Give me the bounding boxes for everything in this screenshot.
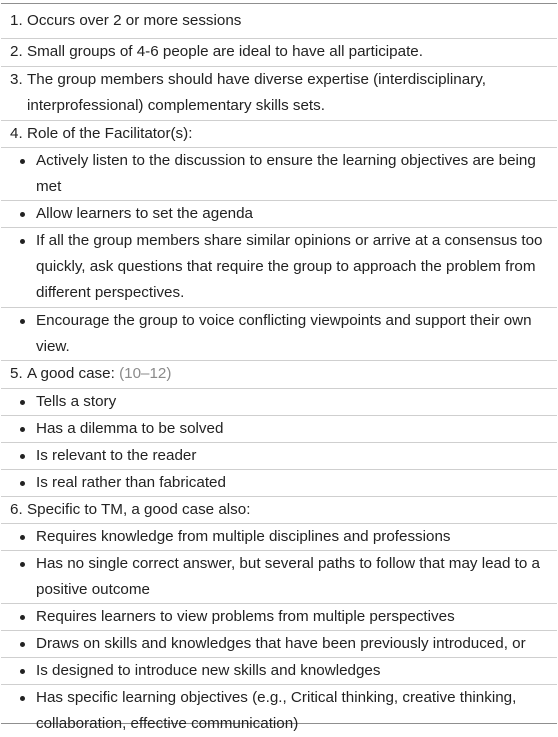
- bullet-icon: [20, 454, 25, 459]
- bullet-icon: [20, 535, 25, 540]
- item-text: A good case:: [27, 365, 115, 382]
- bullet-text: Is designed to introduce new skills and knowledges: [36, 662, 381, 679]
- bullet-text: Allow learners to set the agenda: [36, 205, 253, 222]
- bullet-text: Has no single correct answer, but several paths to follow that may lead to a positive outcome: [36, 555, 540, 598]
- table-row: [1, 121, 557, 148]
- bullet-icon: [20, 319, 25, 324]
- bullet-icon: [20, 481, 25, 486]
- bullet-row: [1, 389, 557, 416]
- bullet-row: [1, 604, 557, 631]
- bullet-icon: [20, 562, 25, 567]
- bullet-icon: [20, 400, 25, 405]
- bullet-row: [1, 524, 557, 551]
- item-number: 4.: [10, 125, 23, 142]
- table-row: [1, 361, 557, 389]
- table-row: [1, 8, 557, 39]
- bullet-icon: [20, 239, 25, 244]
- bullet-icon: [20, 669, 25, 674]
- bullet-row: [1, 631, 557, 658]
- table-row: [1, 67, 557, 121]
- bullet-text: Tells a story: [36, 393, 117, 410]
- bullet-icon: [20, 159, 25, 164]
- item-number: 5.: [10, 365, 23, 382]
- bullet-text: Has a dilemma to be solved: [36, 420, 224, 437]
- bullet-row: [1, 201, 557, 228]
- bullet-icon: [20, 615, 25, 620]
- bullet-row: [1, 658, 557, 685]
- bullet-row: [1, 443, 557, 470]
- item-number: 1.: [10, 12, 23, 29]
- bullet-text: Actively listen to the discussion to ensure the learning objectives are being met: [36, 152, 536, 195]
- item-text: Small groups of 4-6 people are ideal to have all participate.: [27, 43, 423, 60]
- table-row: [1, 497, 557, 524]
- item-text: Occurs over 2 or more sessions: [27, 12, 242, 29]
- bullet-text: Requires knowledge from multiple disciplines and professions: [36, 528, 451, 545]
- bullet-text: Draws on skills and knowledges that have been previously introduced, or: [36, 635, 526, 652]
- item-text-wrap: [27, 361, 549, 387]
- bullet-row: [1, 551, 557, 604]
- bullet-row: [1, 308, 557, 361]
- table-row: [1, 39, 557, 67]
- bullet-row: [1, 685, 557, 737]
- guidelines-table: [1, 3, 557, 732]
- item-number: 2.: [10, 43, 23, 60]
- bullet-row: [1, 470, 557, 497]
- bullet-icon: [20, 642, 25, 647]
- item-number: 6.: [10, 501, 23, 518]
- citation-link[interactable]: (10–12): [119, 365, 172, 382]
- bullet-row: [1, 416, 557, 443]
- item-text: Role of the Facilitator(s):: [27, 125, 193, 142]
- bullet-text: Encourage the group to voice conflicting viewpoints and support their own view.: [36, 312, 532, 355]
- bullet-text: Requires learners to view problems from multiple perspectives: [36, 608, 455, 625]
- item-number: 3.: [10, 71, 23, 88]
- item-text: Specific to TM, a good case also:: [27, 501, 251, 518]
- bullet-text: If all the group members share similar opinions or arrive at a consensus too quickly, ask questions that require the group to approach the problem from different perspectives.: [36, 232, 543, 301]
- bullet-row: [1, 228, 557, 308]
- bullet-text: Is real rather than fabricated: [36, 474, 226, 491]
- bullet-text: Has specific learning objectives (e.g., Critical thinking, creative thinking, collaboration, effective communication): [36, 689, 517, 732]
- bullet-text: Is relevant to the reader: [36, 447, 197, 464]
- bullet-icon: [20, 427, 25, 432]
- bullet-icon: [20, 696, 25, 701]
- bullet-row: [1, 148, 557, 201]
- item-text: The group members should have diverse expertise (interdisciplinary, interprofessional) complementary skills sets.: [27, 71, 486, 114]
- bullet-icon: [20, 212, 25, 217]
